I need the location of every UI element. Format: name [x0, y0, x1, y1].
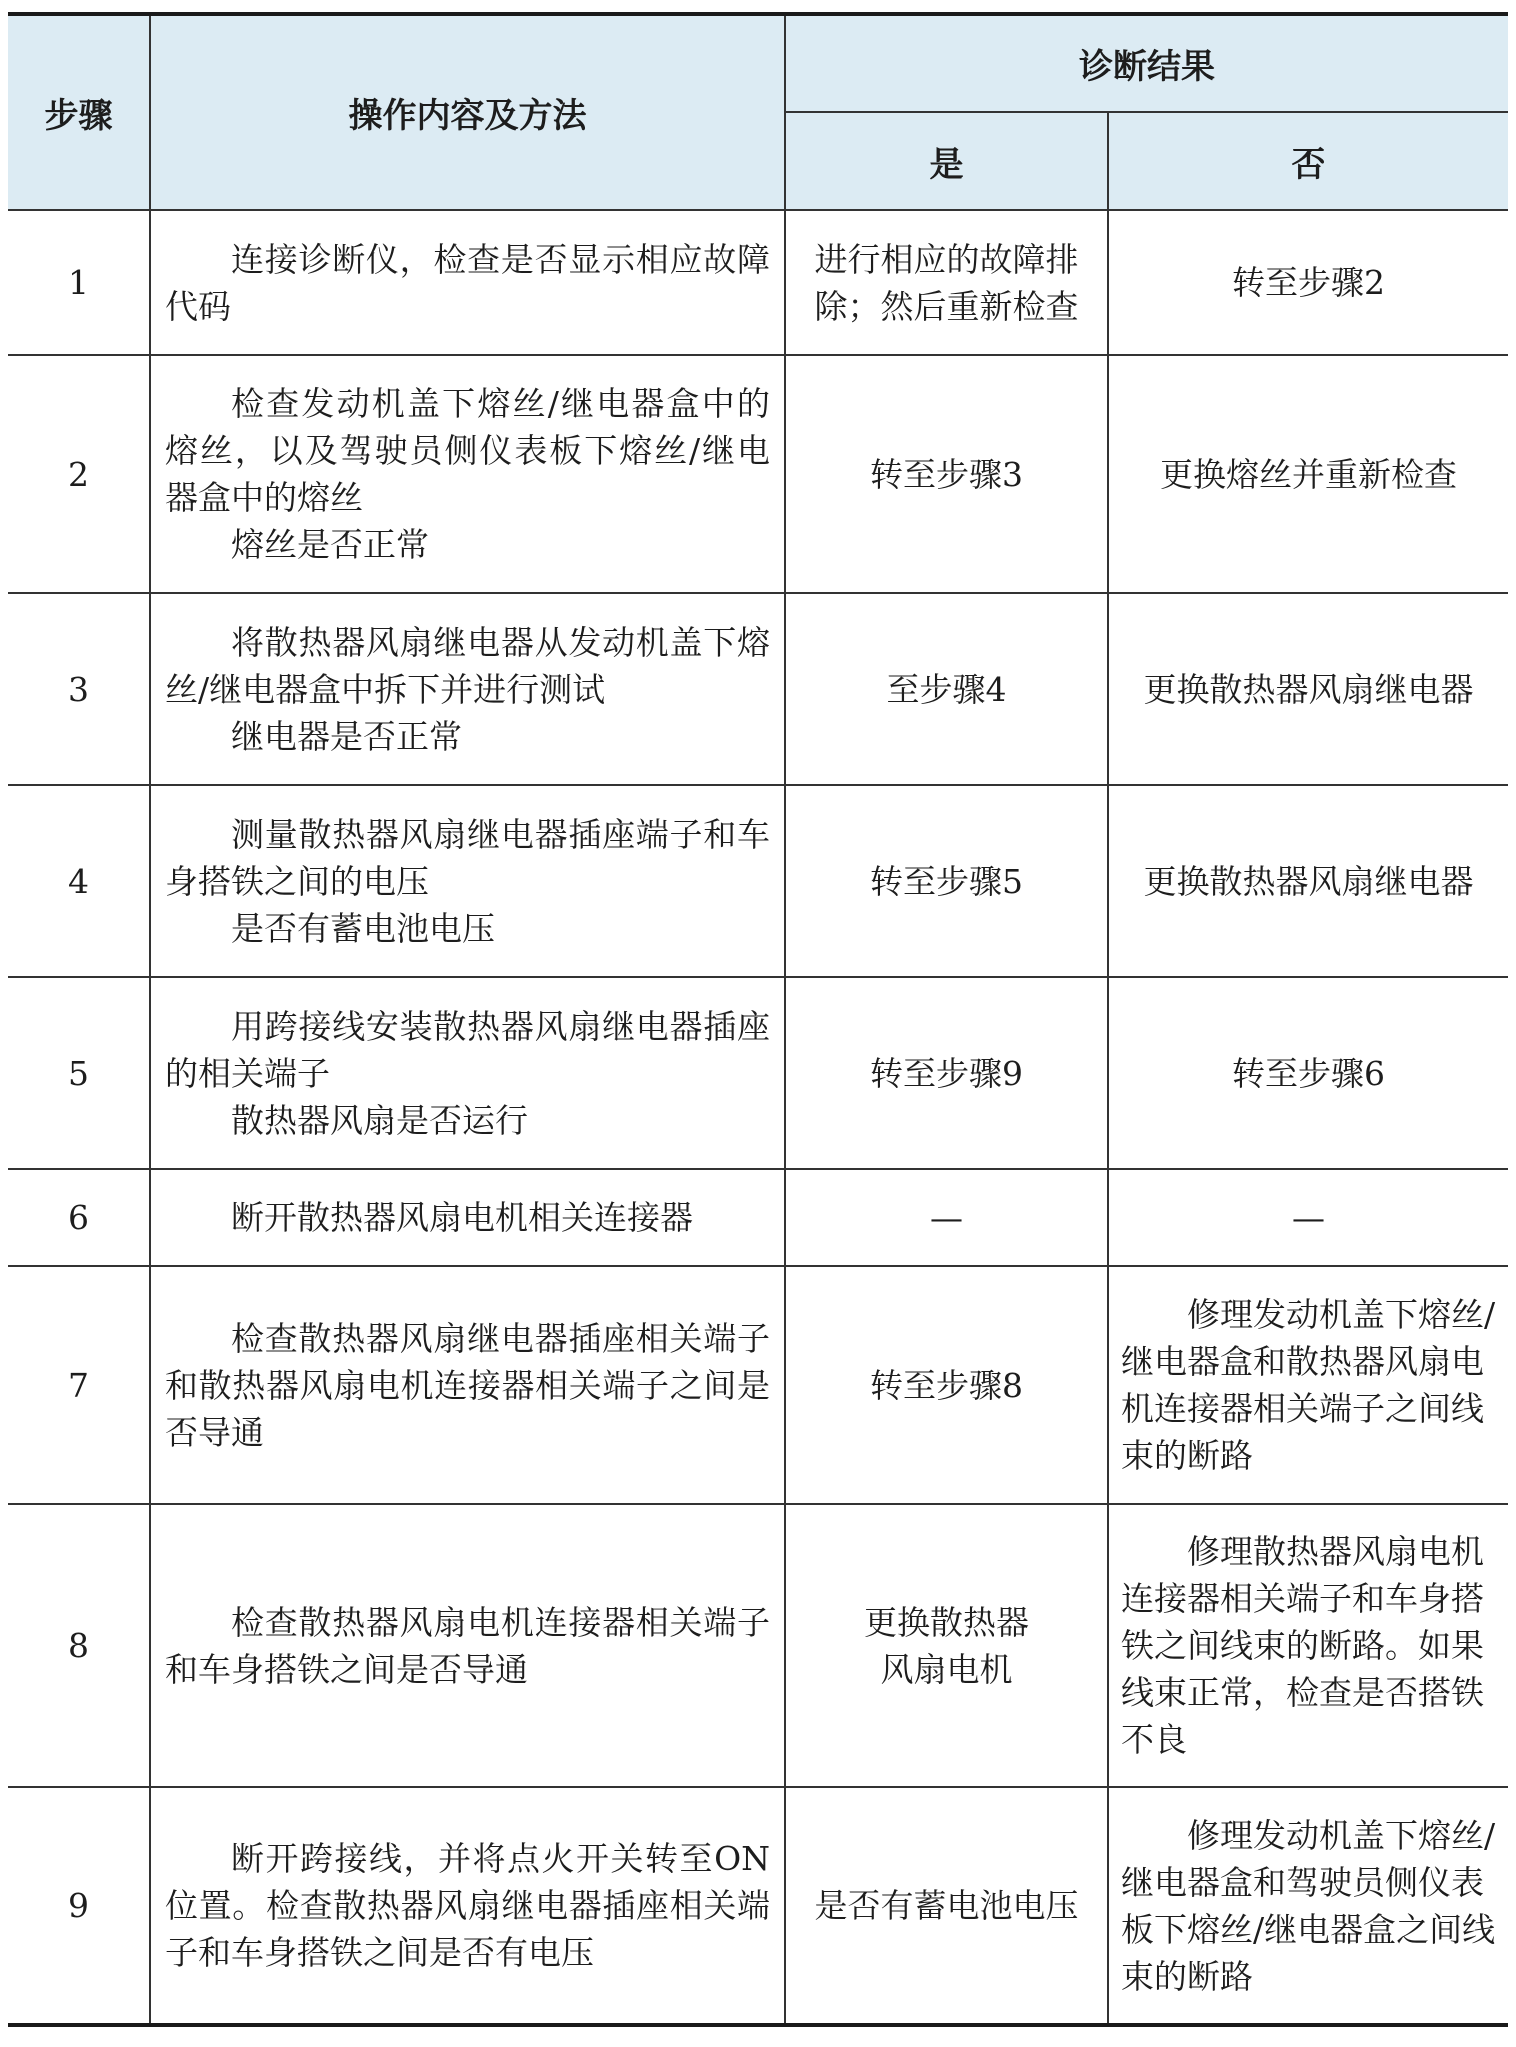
result-yes-text: 转至步骤3: [870, 454, 1023, 494]
header-step: 步骤: [8, 14, 150, 210]
result-yes-cell: [785, 210, 1108, 355]
operation-text: 散热器风扇是否运行: [231, 1100, 528, 1140]
operation-text: 将散热器风扇继电器从发动机盖下熔丝/继电器盒中拆下并进行测试: [165, 622, 770, 709]
operation-text: 测量散热器风扇继电器插座端子和车身搭铁之间的电压: [165, 814, 770, 901]
table-row: [8, 1266, 1508, 1504]
operation-cell: [150, 977, 785, 1169]
result-yes-cell: [785, 1266, 1108, 1504]
result-no-text: 更换熔丝并重新检查: [1160, 454, 1457, 494]
step-number: 2: [8, 355, 150, 593]
operation-text: 检查散热器风扇电机连接器相关端子和车身搭铁之间是否导通: [165, 1602, 770, 1689]
result-yes-cell: [785, 1169, 1108, 1266]
header-no: 否: [1108, 112, 1508, 210]
result-no-text: —: [1292, 1198, 1325, 1237]
result-yes-text: 除；然后重新检查: [814, 286, 1079, 326]
result-yes-text: 转至步骤9: [870, 1053, 1023, 1093]
result-no-text: 更换散热器风扇继电器: [1143, 861, 1474, 901]
result-yes-cell: [785, 355, 1108, 593]
operation-text: 熔丝是否正常: [231, 525, 429, 564]
result-no-text: 修理发动机盖下熔丝/继电器盒和散热器风扇电机连接器相关端子之间线束的断路: [1121, 1295, 1496, 1475]
result-no-cell: [1108, 1169, 1508, 1266]
step-number: 3: [8, 593, 150, 785]
table-row: [8, 1504, 1508, 1787]
result-yes-text: —: [930, 1198, 963, 1237]
result-yes-cell: [785, 1787, 1108, 2025]
result-no-text: 修理散热器风扇电机连接器相关端子和车身搭铁之间线束的断路。如果线束正常，检查是否搭铁不良: [1121, 1532, 1484, 1759]
operation-text: 断开散热器风扇电机相关连接器: [231, 1198, 693, 1237]
operation-cell: [150, 593, 785, 785]
step-number: 8: [8, 1504, 150, 1787]
operation-cell: [150, 1169, 785, 1266]
result-no-text: 转至步骤6: [1232, 1053, 1385, 1093]
table-row: [8, 355, 1508, 593]
result-yes-cell: [785, 785, 1108, 977]
result-no-text: 修理发动机盖下熔丝/继电器盒和驾驶员侧仪表板下熔丝/继电器盒之间线束的断路: [1121, 1815, 1496, 1996]
diagnosis-table: [8, 12, 1508, 2027]
operation-cell: [150, 1266, 785, 1504]
operation-text: 是否有蓄电池电压: [231, 908, 495, 948]
table-body: [8, 210, 1508, 2025]
table-header: [8, 14, 1508, 210]
result-no-cell: [1108, 355, 1508, 593]
table-row: [8, 977, 1508, 1169]
operation-text: 检查发动机盖下熔丝/继电器盒中的熔丝，以及驾驶员侧仪表板下熔丝/继电器盒中的熔丝: [165, 384, 770, 517]
operation-cell: [150, 1504, 785, 1787]
operation-text: 连接诊断仪，检查是否显示相应故障代码: [165, 239, 770, 326]
table-row: [8, 210, 1508, 355]
result-no-cell: [1108, 1504, 1508, 1787]
result-yes-text: 是否有蓄电池电压: [814, 1886, 1079, 1925]
operation-cell: [150, 355, 785, 593]
operation-text: 断开跨接线，并将点火开关转至ON位置。检查散热器风扇继电器插座相关端子和车身搭铁之间是否有电压: [165, 1839, 770, 1972]
result-no-cell: [1108, 593, 1508, 785]
result-yes-cell: [785, 593, 1108, 785]
step-number: 9: [8, 1787, 150, 2025]
result-yes-text: 转至步骤5: [870, 861, 1023, 901]
result-no-cell: [1108, 1266, 1508, 1504]
step-number: 7: [8, 1266, 150, 1504]
result-yes-text: 进行相应的故障排: [814, 239, 1079, 279]
step-number: 4: [8, 785, 150, 977]
operation-text: 用跨接线安装散热器风扇继电器插座的相关端子: [165, 1006, 770, 1093]
result-no-cell: [1108, 977, 1508, 1169]
step-number: 1: [8, 210, 150, 355]
operation-cell: [150, 785, 785, 977]
table-row: [8, 785, 1508, 977]
result-no-text: 转至步骤2: [1232, 263, 1385, 302]
result-no-cell: [1108, 785, 1508, 977]
result-yes-text: 更换散热器: [864, 1602, 1029, 1642]
table-row: [8, 1787, 1508, 2025]
result-no-cell: [1108, 1787, 1508, 2025]
header-result: 诊断结果: [785, 14, 1508, 112]
header-yes: 是: [785, 112, 1108, 210]
result-no-text: 更换散热器风扇继电器: [1143, 669, 1474, 709]
result-yes-cell: [785, 1504, 1108, 1787]
result-yes-text: 至步骤4: [886, 669, 1007, 709]
operation-text: 检查散热器风扇继电器插座相关端子和散热器风扇电机连接器相关端子之间是否导通: [165, 1318, 770, 1452]
result-no-cell: [1108, 210, 1508, 355]
step-number: 6: [8, 1169, 150, 1266]
operation-cell: [150, 210, 785, 355]
table-row: [8, 1169, 1508, 1266]
result-yes-text: 转至步骤8: [870, 1365, 1023, 1405]
operation-text: 继电器是否正常: [231, 716, 462, 756]
result-yes-text: 风扇电机: [880, 1649, 1013, 1689]
header-operation: 操作内容及方法: [150, 14, 785, 210]
operation-cell: [150, 1787, 785, 2025]
result-yes-cell: [785, 977, 1108, 1169]
table-row: [8, 593, 1508, 785]
step-number: 5: [8, 977, 150, 1169]
